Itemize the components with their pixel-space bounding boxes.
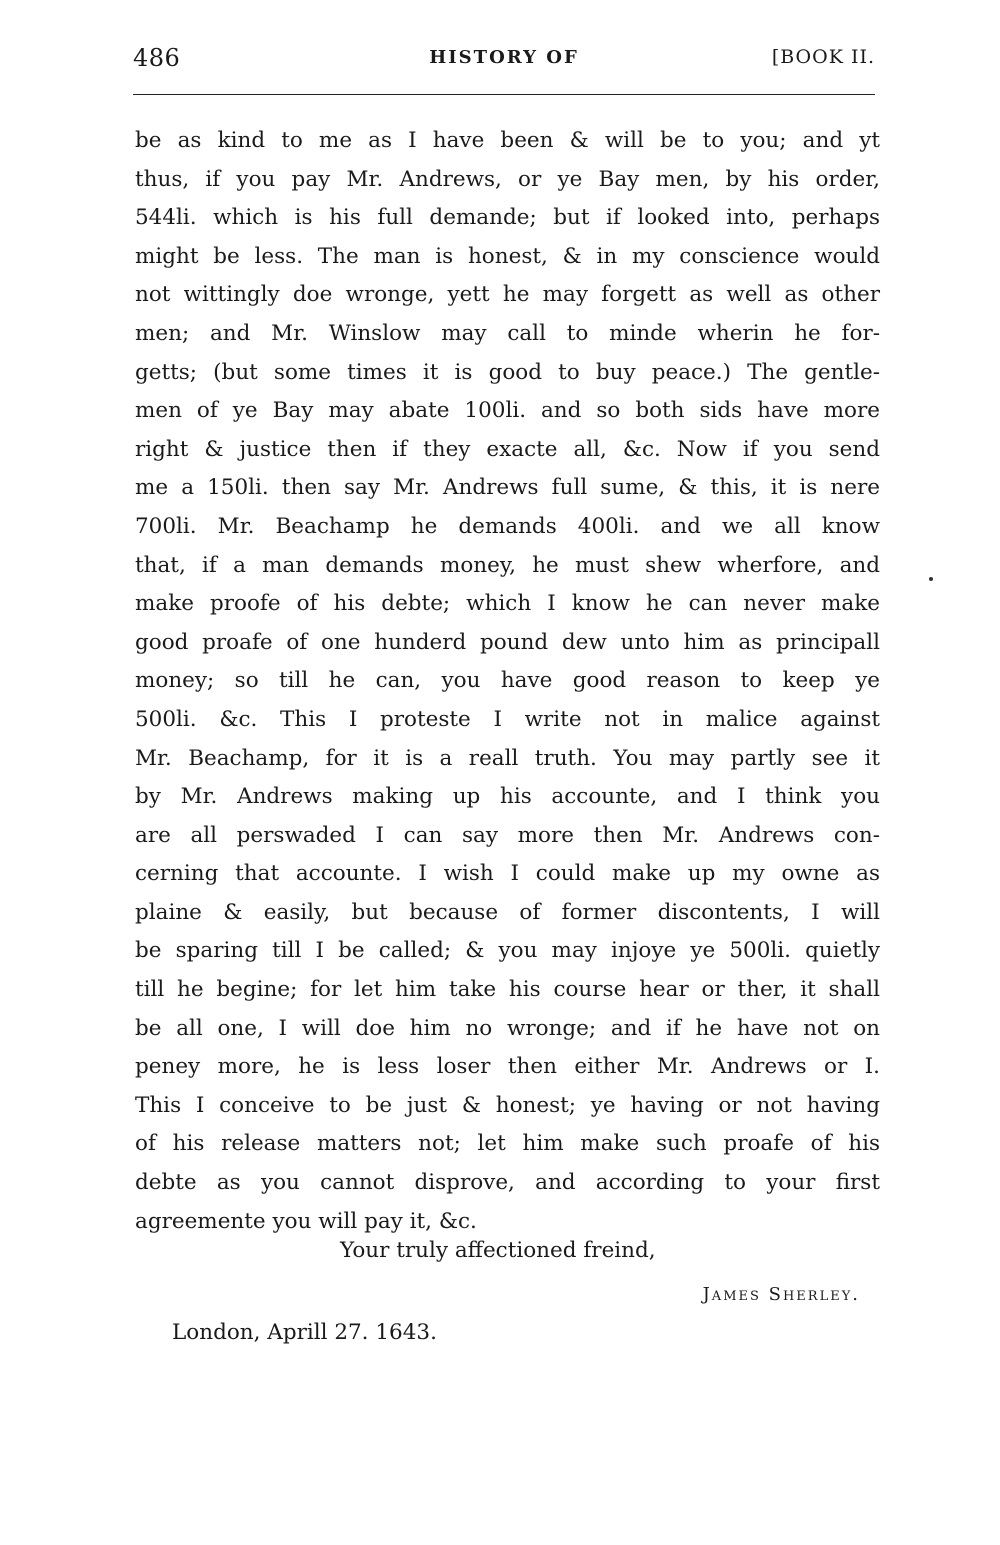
- running-head-title: HISTORY OF: [429, 47, 579, 68]
- text-line: not wittingly doe wronge, yett he may forgett as well as other: [135, 282, 880, 308]
- text-line: 544li. which is his full demande; but if looked into, perhaps: [135, 205, 880, 231]
- text-line: men; and Mr. Winslow may call to minde wherin he for-: [135, 320, 880, 346]
- text-line: make proofe of his debte; which I know he can never make: [135, 591, 880, 617]
- page-number: 486: [133, 44, 181, 72]
- text-line: debte as you cannot disprove, and according to your first: [135, 1170, 880, 1196]
- text-line: thus, if you pay Mr. Andrews, or ye Bay men, by his order,: [135, 166, 880, 192]
- text-line: plaine & easily, but because of former discontents, I will: [135, 899, 880, 925]
- text-line: 700li. Mr. Beachamp he demands 400li. and we all know: [135, 513, 880, 539]
- text-line: This I conceive to be just & honest; ye having or not having: [135, 1092, 880, 1118]
- text-line: that, if a man demands money, he must shew wherfore, and: [135, 552, 880, 578]
- text-line: cerning that accounte. I wish I could make up my owne as: [135, 861, 880, 887]
- letter-body: [135, 122, 880, 1241]
- text-line: good proafe of one hunderd pound dew unto him as principall: [135, 629, 880, 655]
- text-line: might be less. The man is honest, & in my conscience would: [135, 243, 880, 269]
- text-line: men of ye Bay may abate 100li. and so both sids have more: [135, 398, 880, 424]
- book-reference: [BOOK II.: [771, 46, 875, 68]
- text-line: peney more, he is less loser then either Mr. Andrews or I.: [135, 1054, 880, 1080]
- text-line: Mr. Beachamp, for it is a reall truth. You may partly see it: [135, 745, 880, 771]
- letter-dateline: London, Aprill 27. 1643.: [172, 1320, 437, 1345]
- text-line: be sparing till I be called; & you may injoye ye 500li. quietly: [135, 938, 880, 964]
- text-line: of his release matters not; let him make such proafe of his: [135, 1131, 880, 1157]
- text-line: 500li. &c. This I proteste I write not in malice against: [135, 706, 880, 732]
- running-header: [133, 44, 875, 78]
- letter-closing: Your truly affectioned freind,: [340, 1238, 656, 1263]
- letter-signature: James Sherley.: [702, 1284, 860, 1305]
- text-line: till he begine; for let him take his course hear or ther, it shall: [135, 977, 880, 1003]
- header-rule: [133, 94, 875, 95]
- text-line: right & justice then if they exacte all, &c. Now if you send: [135, 436, 880, 462]
- text-line: agreemente you will pay it, &c.: [135, 1208, 477, 1234]
- text-line: are all perswaded I can say more then Mr. Andrews con-: [135, 822, 880, 848]
- text-line: me a 150li. then say Mr. Andrews full sume, & this, it is nere: [135, 475, 880, 501]
- text-line: by Mr. Andrews making up his accounte, and I think you: [135, 784, 880, 810]
- text-line: getts; (but some times it is good to buy peace.) The gentle-: [135, 359, 880, 385]
- text-line: money; so till he can, you have good reason to keep ye: [135, 668, 880, 694]
- text-line: be all one, I will doe him no wronge; and if he have not on: [135, 1015, 880, 1041]
- margin-speck: [929, 577, 933, 581]
- text-line: be as kind to me as I have been & will be to you; and yt: [135, 128, 880, 153]
